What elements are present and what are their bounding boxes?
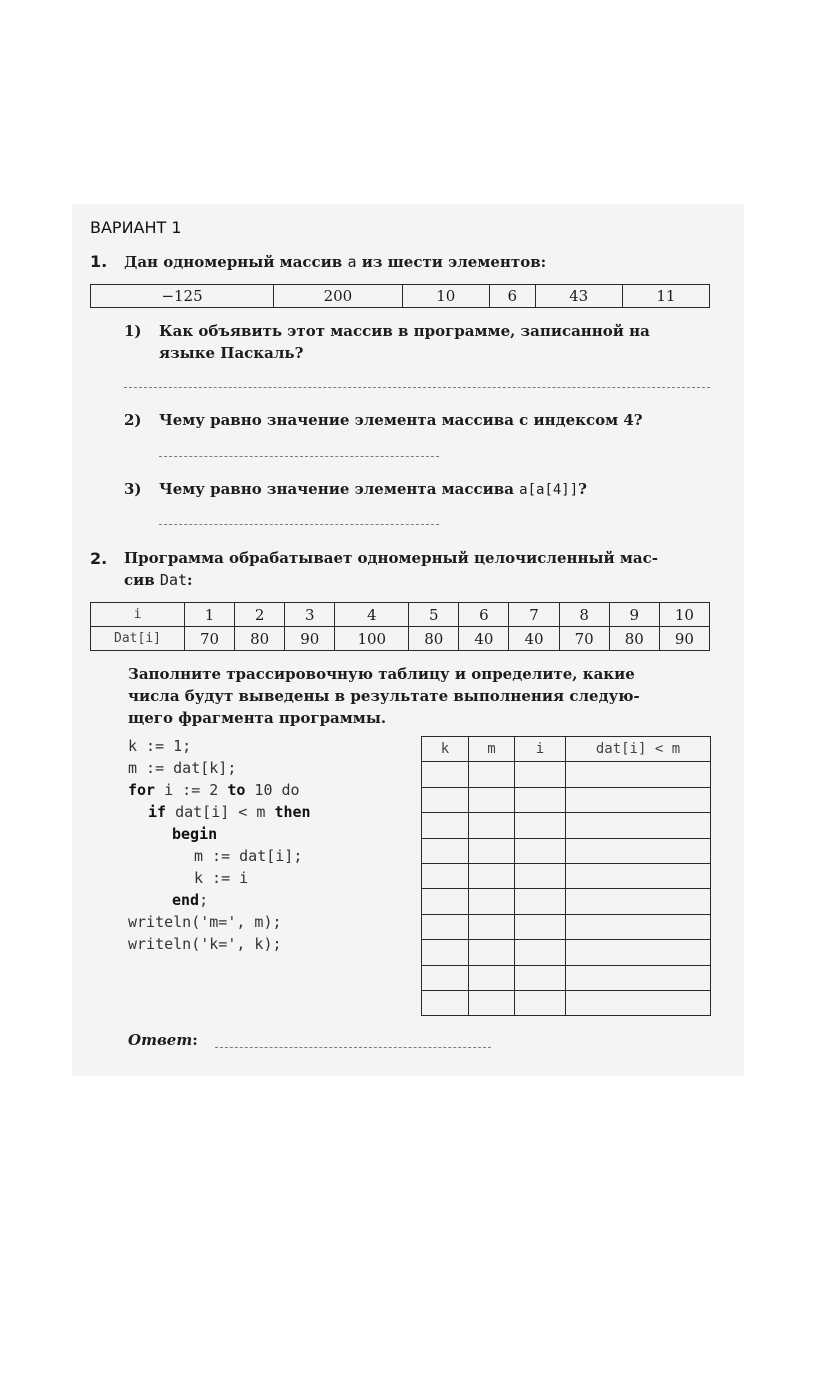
code-listing <box>128 735 311 955</box>
task1-intro: Дан одномерный массив a из шести элементов: <box>124 253 547 271</box>
trace-header-k: k <box>422 737 469 762</box>
index-cell: 7 <box>509 603 559 627</box>
trace-cell[interactable] <box>422 965 469 990</box>
task2-intro-line2: сив Dat: <box>124 571 193 589</box>
value-cell: 100 <box>335 627 409 651</box>
question-1-2-text: Чему равно значение элемента массива с индексом 4? <box>159 411 643 429</box>
trace-cell[interactable] <box>422 762 469 787</box>
task2-data-table <box>90 602 710 651</box>
code-line: begin <box>172 825 218 843</box>
instruction-line-2: числа будут выведены в результате выполнения следую- <box>128 687 640 705</box>
trace-cell[interactable] <box>566 863 711 888</box>
value-cell: 80 <box>235 627 285 651</box>
code-line: end; <box>172 891 209 909</box>
trace-cell[interactable] <box>566 940 711 965</box>
trace-cell[interactable] <box>422 940 469 965</box>
answer-line-1-2[interactable] <box>159 456 439 457</box>
array-cell: 200 <box>274 285 403 308</box>
trace-cell[interactable] <box>566 787 711 812</box>
value-cell: 90 <box>285 627 335 651</box>
trace-header-i: i <box>515 737 566 762</box>
trace-cell[interactable] <box>566 813 711 838</box>
variant-title: ВАРИАНТ 1 <box>90 218 182 237</box>
trace-cell[interactable] <box>422 813 469 838</box>
row-label-dat: Dat[i] <box>91 627 185 651</box>
index-cell: 4 <box>335 603 409 627</box>
trace-cell[interactable] <box>566 965 711 990</box>
trace-cell[interactable] <box>566 990 711 1015</box>
task2-number: 2. <box>90 549 108 568</box>
trace-cell[interactable] <box>469 990 515 1015</box>
trace-row <box>422 889 711 914</box>
trace-cell[interactable] <box>515 889 566 914</box>
trace-header-row <box>422 737 711 762</box>
trace-cell[interactable] <box>422 863 469 888</box>
trace-row <box>422 863 711 888</box>
trace-cell[interactable] <box>422 990 469 1015</box>
code-line: k := i <box>194 869 249 887</box>
index-cell: 6 <box>459 603 509 627</box>
array-cell: 43 <box>535 285 622 308</box>
trace-cell[interactable] <box>469 940 515 965</box>
trace-header-m: m <box>469 737 515 762</box>
answer-line[interactable] <box>215 1047 491 1048</box>
instruction-line-3: щего фрагмента программы. <box>128 709 387 727</box>
trace-cell[interactable] <box>422 838 469 863</box>
trace-cell[interactable] <box>515 787 566 812</box>
code-line: for i := 2 to 10 do <box>128 781 300 799</box>
value-cell: 40 <box>509 627 559 651</box>
question-1-1-line2: языке Паскаль? <box>159 344 304 362</box>
index-cell: 1 <box>185 603 235 627</box>
value-cell: 70 <box>185 627 235 651</box>
trace-cell[interactable] <box>422 787 469 812</box>
answer-line-1-1[interactable] <box>124 387 710 388</box>
question-1-2-num: 2) <box>124 411 142 429</box>
code-line: m := dat[k]; <box>128 759 237 777</box>
index-cell: 3 <box>285 603 335 627</box>
trace-cell[interactable] <box>566 914 711 939</box>
trace-cell[interactable] <box>566 762 711 787</box>
value-cell: 40 <box>459 627 509 651</box>
index-cell: 9 <box>609 603 659 627</box>
question-1-3-text: Чему равно значение элемента массива a[a[4]]? <box>159 480 587 498</box>
array-cell: −125 <box>91 285 274 308</box>
trace-row <box>422 787 711 812</box>
trace-row <box>422 940 711 965</box>
index-cell: 8 <box>559 603 609 627</box>
question-1-1-line1: Как объявить этот массив в программе, записанной на <box>159 322 650 340</box>
question-1-1-num: 1) <box>124 322 142 340</box>
instruction-line-1: Заполните трассировочную таблицу и определите, какие <box>128 665 635 683</box>
trace-cell[interactable] <box>469 889 515 914</box>
trace-cell[interactable] <box>566 889 711 914</box>
answer-label: Ответ: <box>128 1031 198 1049</box>
question-1-3-num: 3) <box>124 480 142 498</box>
value-cell: 80 <box>409 627 459 651</box>
value-row <box>91 627 710 651</box>
code-line: writeln('m=', m); <box>128 913 282 931</box>
trace-header-condition: dat[i] < m <box>566 737 711 762</box>
trace-cell[interactable] <box>515 940 566 965</box>
trace-row <box>422 990 711 1015</box>
trace-cell[interactable] <box>515 813 566 838</box>
row-label-i: i <box>91 603 185 627</box>
answer-line-1-3[interactable] <box>159 524 439 525</box>
trace-cell[interactable] <box>515 838 566 863</box>
array-cell: 6 <box>489 285 535 308</box>
trace-cell[interactable] <box>422 914 469 939</box>
array-cell: 11 <box>622 285 709 308</box>
worksheet-page <box>72 204 744 1076</box>
task2-intro-line1: Программа обрабатывает одномерный целочисленный мас- <box>124 549 658 567</box>
trace-cell[interactable] <box>469 863 515 888</box>
index-row <box>91 603 710 627</box>
task1-number: 1. <box>90 252 108 271</box>
index-cell: 10 <box>659 603 709 627</box>
index-cell: 5 <box>409 603 459 627</box>
trace-cell[interactable] <box>469 914 515 939</box>
trace-row <box>422 813 711 838</box>
trace-row <box>422 965 711 990</box>
index-cell: 2 <box>235 603 285 627</box>
trace-cell[interactable] <box>469 762 515 787</box>
code-line: m := dat[i]; <box>194 847 303 865</box>
code-line: writeln('k=', k); <box>128 935 282 953</box>
trace-row <box>422 838 711 863</box>
value-cell: 80 <box>609 627 659 651</box>
trace-cell[interactable] <box>515 914 566 939</box>
trace-cell[interactable] <box>469 787 515 812</box>
trace-cell[interactable] <box>515 762 566 787</box>
trace-cell[interactable] <box>515 863 566 888</box>
trace-cell[interactable] <box>469 838 515 863</box>
array-cell: 10 <box>402 285 489 308</box>
task1-array-table <box>90 284 710 308</box>
value-cell: 90 <box>659 627 709 651</box>
trace-cell[interactable] <box>515 990 566 1015</box>
trace-cell[interactable] <box>515 965 566 990</box>
trace-cell[interactable] <box>566 838 711 863</box>
code-line: k := 1; <box>128 737 192 755</box>
trace-row <box>422 914 711 939</box>
trace-table <box>421 736 711 1016</box>
trace-row <box>422 762 711 787</box>
value-cell: 70 <box>559 627 609 651</box>
trace-cell[interactable] <box>469 813 515 838</box>
trace-cell[interactable] <box>422 889 469 914</box>
code-line: if dat[i] < m then <box>148 803 311 821</box>
trace-cell[interactable] <box>469 965 515 990</box>
array-row <box>91 285 710 308</box>
